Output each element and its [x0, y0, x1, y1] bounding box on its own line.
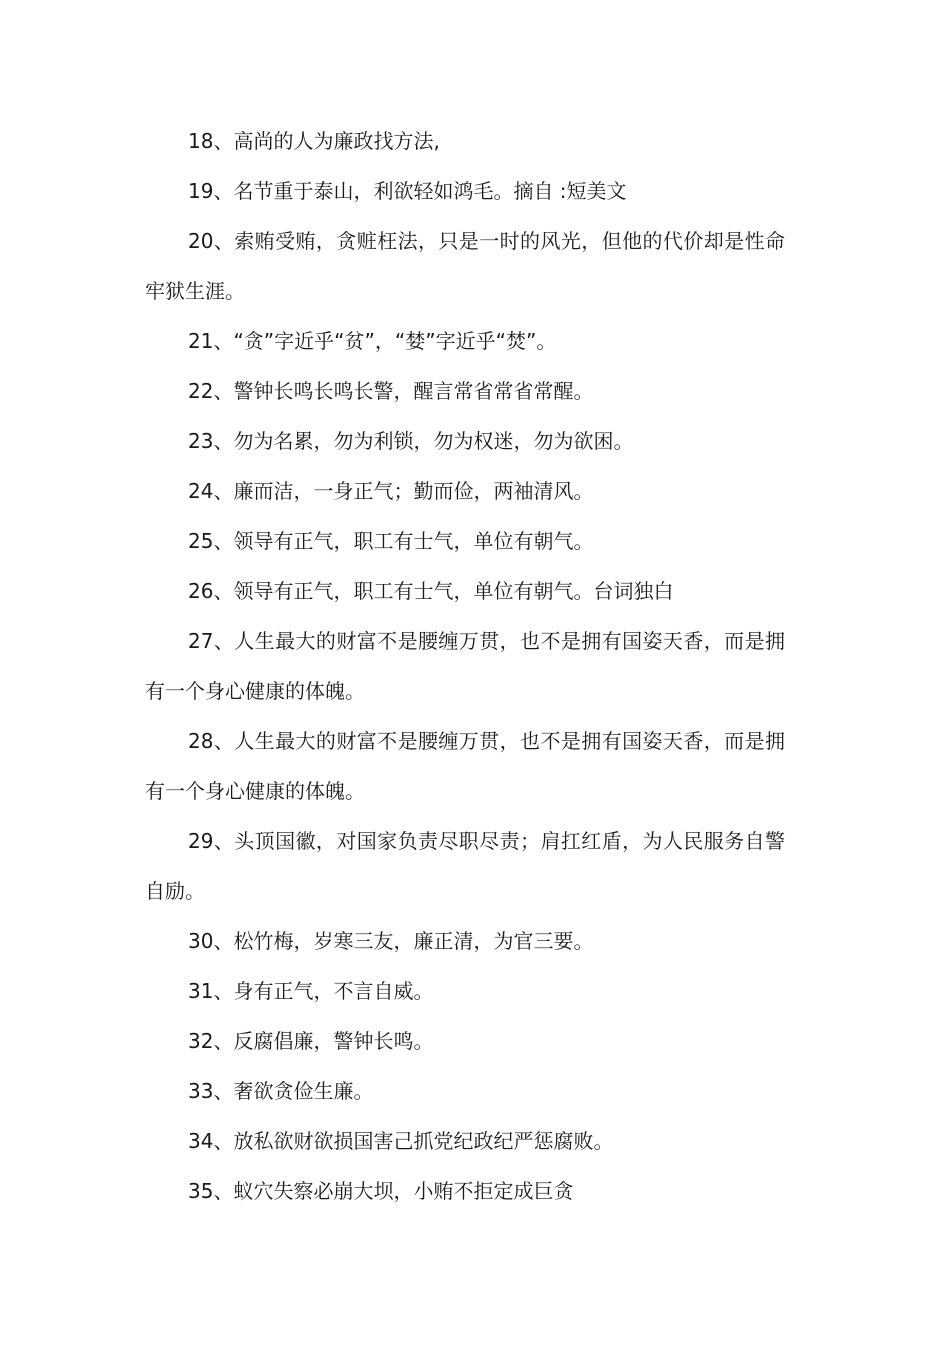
- list-item: 20、索贿受贿，贪赃枉法，只是一时的风光，但他的代价却是性命牢狱生涯。: [145, 229, 785, 303]
- list-item: 29、头顶国徽，对国家负责尽职尽责；肩扛红盾，为人民服务自警自励。: [145, 829, 785, 903]
- list-item: 28、人生最大的财富不是腰缠万贯，也不是拥有国姿天香，而是拥有一个身心健康的体魄。: [145, 729, 785, 803]
- list-item: 32、反腐倡廉，警钟长鸣。: [188, 1029, 434, 1053]
- list-item: 25、领导有正气，职工有士气，单位有朝气。: [188, 529, 594, 553]
- list-item: 30、松竹梅，岁寒三友，廉正清，为官三要。: [188, 929, 594, 953]
- list-item: 18、高尚的人为廉政找方法,: [188, 129, 440, 153]
- list-item: 27、人生最大的财富不是腰缠万贯，也不是拥有国姿天香，而是拥有一个身心健康的体魄。: [145, 629, 785, 703]
- list-item: 22、警钟长鸣长鸣长警，醒言常省常省常醒。: [188, 379, 594, 403]
- list-item: 33、奢欲贪俭生廉。: [188, 1079, 374, 1103]
- list-item: 19、名节重于泰山，利欲轻如鸿毛。摘自 :短美文: [188, 179, 627, 203]
- document-body: [145, 116, 785, 1216]
- list-item: 31、身有正气，不言自威。: [188, 979, 434, 1003]
- list-item: 35、蚁穴失察必崩大坝，小贿不拒定成巨贪: [188, 1179, 574, 1203]
- list-item: 34、放私欲财欲损国害己抓党纪政纪严惩腐败。: [188, 1129, 614, 1153]
- list-item: 21、“贪”字近乎“贫”，“婪”字近乎“焚”。: [188, 329, 557, 353]
- list-item: 24、廉而洁，一身正气；勤而俭，两袖清风。: [188, 479, 594, 503]
- list-item: 26、领导有正气，职工有士气，单位有朝气。台词独白: [188, 579, 674, 603]
- list-item: 23、勿为名累，勿为利锁，勿为权迷，勿为欲困。: [188, 429, 634, 453]
